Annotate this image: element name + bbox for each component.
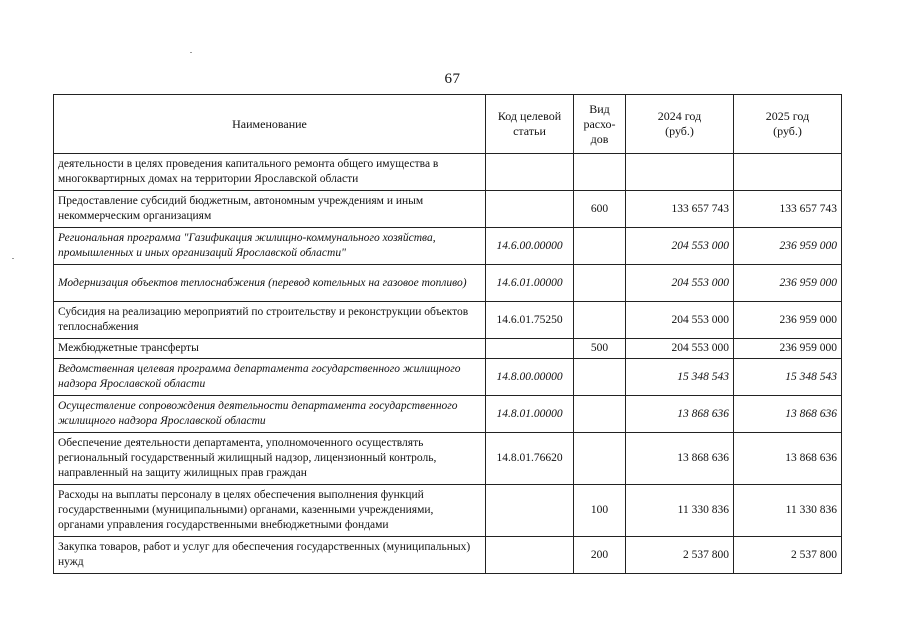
row-type	[574, 302, 626, 339]
table-row	[54, 191, 842, 228]
row-code	[486, 154, 574, 191]
row-name: Предоставление субсидий бюджетным, автономным учреждениям и иным некоммерческим организациям	[54, 191, 486, 228]
budget-table	[53, 94, 842, 574]
row-2024: 204 553 000	[626, 302, 734, 339]
row-2025: 2 537 800	[734, 537, 842, 574]
table-row	[54, 339, 842, 359]
row-code: 14.8.01.76620	[486, 433, 574, 485]
scan-speck	[12, 258, 14, 259]
row-type: 600	[574, 191, 626, 228]
row-code: 14.6.01.75250	[486, 302, 574, 339]
table-row	[54, 265, 842, 302]
row-name: Субсидия на реализацию мероприятий по строительству и реконструкции объектов теплоснабжения	[54, 302, 486, 339]
table-header-row	[54, 95, 842, 154]
row-2025: 236 959 000	[734, 228, 842, 265]
row-code: 14.6.01.00000	[486, 265, 574, 302]
row-code	[486, 485, 574, 537]
row-2024	[626, 154, 734, 191]
row-type	[574, 433, 626, 485]
table-row	[54, 228, 842, 265]
row-name: Модернизация объектов теплоснабжения (перевод котельных на газовое топливо)	[54, 265, 486, 302]
row-2024: 13 868 636	[626, 396, 734, 433]
row-2025	[734, 154, 842, 191]
row-name: Обеспечение деятельности департамента, уполномоченного осуществлять региональный государственный жилищный надзор, лицензионный контроль, направленный на защиту жилищных прав граждан	[54, 433, 486, 485]
scan-speck	[190, 52, 192, 53]
row-type	[574, 359, 626, 396]
row-type	[574, 154, 626, 191]
row-2024: 204 553 000	[626, 339, 734, 359]
row-2025: 236 959 000	[734, 265, 842, 302]
col-header-code: Код целевой статьи	[486, 95, 574, 154]
row-name: Осуществление сопровождения деятельности департамента государственного жилищного надзора Ярославской области	[54, 396, 486, 433]
row-code: 14.8.01.00000	[486, 396, 574, 433]
col-header-name: Наименование	[54, 95, 486, 154]
row-2025: 13 868 636	[734, 433, 842, 485]
row-2024: 11 330 836	[626, 485, 734, 537]
row-type	[574, 265, 626, 302]
row-type	[574, 396, 626, 433]
row-2024: 15 348 543	[626, 359, 734, 396]
row-2025: 236 959 000	[734, 302, 842, 339]
table-row	[54, 154, 842, 191]
row-2025: 15 348 543	[734, 359, 842, 396]
col-header-type: Вид расхо- дов	[574, 95, 626, 154]
row-2025: 11 330 836	[734, 485, 842, 537]
table-row	[54, 537, 842, 574]
row-2024: 13 868 636	[626, 433, 734, 485]
row-code: 14.6.00.00000	[486, 228, 574, 265]
col-header-2025: 2025 год (руб.)	[734, 95, 842, 154]
table-row	[54, 433, 842, 485]
row-2025: 133 657 743	[734, 191, 842, 228]
row-type	[574, 228, 626, 265]
row-name: Закупка товаров, работ и услуг для обеспечения государственных (муниципальных) нужд	[54, 537, 486, 574]
row-type: 500	[574, 339, 626, 359]
row-code: 14.8.00.00000	[486, 359, 574, 396]
row-2024: 204 553 000	[626, 228, 734, 265]
table-row	[54, 302, 842, 339]
table-row	[54, 359, 842, 396]
row-name: Региональная программа "Газификация жилищно-коммунального хозяйства, промышленных и иных организаций Ярославской области"	[54, 228, 486, 265]
row-2025: 236 959 000	[734, 339, 842, 359]
row-type: 100	[574, 485, 626, 537]
row-2024: 133 657 743	[626, 191, 734, 228]
row-2024: 204 553 000	[626, 265, 734, 302]
col-header-2024: 2024 год (руб.)	[626, 95, 734, 154]
row-name: деятельности в целях проведения капитального ремонта общего имущества в многоквартирных домах на территории Ярославской области	[54, 154, 486, 191]
row-code	[486, 339, 574, 359]
page-number: 67	[444, 71, 461, 87]
row-name: Расходы на выплаты персоналу в целях обеспечения выполнения функций государственными (муниципальными) органами, казенными учреждениями, органами управления государственными внебюджетными фондами	[54, 485, 486, 537]
row-code	[486, 537, 574, 574]
row-name: Межбюджетные трансферты	[54, 339, 486, 359]
row-2025: 13 868 636	[734, 396, 842, 433]
row-type: 200	[574, 537, 626, 574]
row-2024: 2 537 800	[626, 537, 734, 574]
table-row	[54, 485, 842, 537]
row-code	[486, 191, 574, 228]
table-row	[54, 396, 842, 433]
row-name: Ведомственная целевая программа департамента государственного жилищного надзора Ярославской области	[54, 359, 486, 396]
